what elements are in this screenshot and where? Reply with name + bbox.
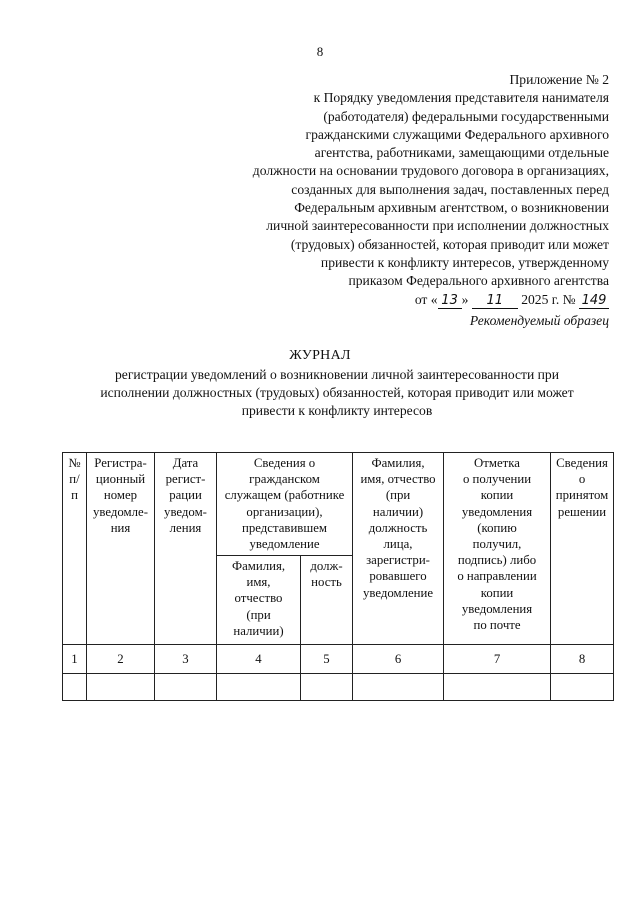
- cell-line: рации: [169, 488, 202, 503]
- cell-line: наличии): [372, 504, 424, 519]
- empty-cell: [217, 674, 301, 701]
- column-number: 4: [217, 645, 301, 674]
- cell-line: уведомление: [249, 537, 320, 552]
- appendix-line: привести к конфликту интересов, утвержденному: [320, 254, 609, 270]
- cell-line: ность: [311, 575, 342, 590]
- appendix-line: (трудовых) обязанностей, которая приводит или может: [290, 236, 609, 252]
- cell-line: организации),: [246, 504, 323, 519]
- cell-line: (копию: [477, 520, 517, 535]
- cell-line: Сведения о: [253, 456, 316, 470]
- order-date-line: [189, 291, 609, 309]
- journal-subtitle: [62, 366, 612, 420]
- handwritten-day: 13: [438, 294, 462, 309]
- cell-line: зарегистри-: [366, 553, 430, 568]
- date-quote-close: »: [461, 291, 469, 307]
- appendix-line: Приложение № 2: [509, 72, 609, 87]
- empty-cell: [155, 674, 217, 701]
- header-col-4: [217, 556, 301, 645]
- cell-line: наличии): [233, 623, 284, 638]
- header-col-7: [444, 453, 551, 645]
- cell-line: отчество: [234, 591, 283, 606]
- cell-line: п: [71, 488, 78, 503]
- column-number: 1: [63, 645, 87, 674]
- cell-line: о направлении: [457, 569, 537, 584]
- date-year-text: 2025 г. №: [521, 291, 576, 307]
- recommended-sample-note: Рекомендуемый образец: [469, 313, 609, 328]
- appendix-line: должности на основании трудового договора в организациях,: [252, 163, 609, 179]
- column-number: 8: [551, 645, 614, 674]
- page-number: 8: [316, 44, 324, 59]
- cell-line: Дата: [172, 456, 199, 470]
- cell-line: долж-: [310, 559, 343, 573]
- empty-cell: [551, 674, 614, 701]
- cell-line: принятом: [555, 488, 609, 503]
- cell-line: решении: [557, 504, 607, 519]
- header-col-8: [551, 453, 614, 645]
- cell-line: ровавшего: [369, 569, 427, 584]
- appendix-line: гражданскими служащими Федерального архивного: [305, 126, 609, 142]
- header-col-5: [301, 556, 353, 645]
- header-col-1: [63, 453, 87, 645]
- appendix-line: (работодателя) федеральными государственными: [323, 108, 609, 124]
- handwritten-order-number: 149: [579, 294, 609, 309]
- handwritten-month: 11: [472, 294, 518, 309]
- cell-line: №: [68, 456, 81, 470]
- empty-cell: [444, 674, 551, 701]
- header-col-6: [353, 453, 444, 645]
- header-row: [63, 453, 614, 556]
- subtitle-line: исполнении должностных (трудовых) обязанностей, которая приводит или может: [100, 385, 574, 400]
- cell-line: уведом-: [164, 504, 207, 519]
- cell-line: Сведения: [556, 456, 608, 470]
- appendix-block: [189, 71, 609, 309]
- cell-line: подпись) либо: [457, 553, 537, 568]
- appendix-line: Федеральным архивным агентством, о возникновении: [294, 200, 609, 216]
- column-number: 5: [301, 645, 353, 674]
- column-number: 6: [353, 645, 444, 674]
- cell-line: копии: [480, 585, 514, 600]
- cell-line: получил,: [472, 537, 522, 552]
- appendix-line: созданных для выполнения задач, поставленных перед: [291, 181, 609, 197]
- cell-line: ния: [110, 520, 131, 535]
- cell-line: копии: [480, 488, 514, 503]
- column-number-row: [63, 645, 614, 674]
- cell-line: Фамилия,: [371, 456, 425, 470]
- empty-cell: [301, 674, 353, 701]
- cell-line: лица,: [383, 537, 413, 552]
- cell-line: ления: [169, 520, 202, 535]
- appendix-line: личной заинтересованности при исполнении должностных: [266, 218, 609, 234]
- cell-line: уведомление: [362, 585, 434, 600]
- column-number: 3: [155, 645, 217, 674]
- appendix-line: агентства, работниками, замещающими отдельные: [314, 145, 609, 161]
- header-col-4-5-group: [217, 453, 353, 556]
- empty-cell: [63, 674, 87, 701]
- cell-line: гражданском: [249, 472, 320, 487]
- empty-cell: [353, 674, 444, 701]
- cell-line: (при: [246, 607, 271, 622]
- subtitle-line: регистрации уведомлений о возникновении личной заинтересованности при: [115, 367, 559, 382]
- column-number: 7: [444, 645, 551, 674]
- cell-line: уведомления: [461, 504, 533, 519]
- cell-line: Фамилия,: [231, 559, 286, 573]
- column-number: 2: [87, 645, 155, 674]
- cell-line: ционный: [95, 472, 146, 487]
- header-col-3: [155, 453, 217, 645]
- journal-title: ЖУРНАЛ: [289, 348, 351, 363]
- register-table: [62, 452, 614, 701]
- cell-line: имя, отчество: [360, 472, 436, 487]
- subtitle-line: привести к конфликту интересов: [241, 403, 433, 418]
- empty-cell: [87, 674, 155, 701]
- cell-line: Отметка: [474, 456, 520, 470]
- cell-line: представившем: [242, 520, 327, 535]
- cell-line: п/: [69, 472, 80, 487]
- cell-line: номер: [103, 488, 138, 503]
- cell-line: (при: [385, 488, 411, 503]
- cell-line: о получении: [462, 472, 532, 487]
- cell-line: по почте: [473, 618, 521, 633]
- cell-line: имя,: [246, 575, 271, 590]
- cell-line: должность: [368, 520, 428, 535]
- cell-line: Регистра-: [94, 456, 147, 470]
- cell-line: уведомления: [461, 601, 533, 616]
- cell-line: уведомле-: [93, 504, 148, 519]
- cell-line: служащем (работнике: [224, 488, 345, 503]
- appendix-line: к Порядку уведомления представителя нанимателя: [313, 90, 609, 106]
- empty-data-row: [63, 674, 614, 701]
- date-prefix: от «: [414, 291, 438, 307]
- header-col-2: [87, 453, 155, 645]
- cell-line: о: [578, 472, 586, 487]
- appendix-line: приказом Федерального архивного агентства: [348, 273, 609, 289]
- cell-line: регист-: [165, 472, 206, 487]
